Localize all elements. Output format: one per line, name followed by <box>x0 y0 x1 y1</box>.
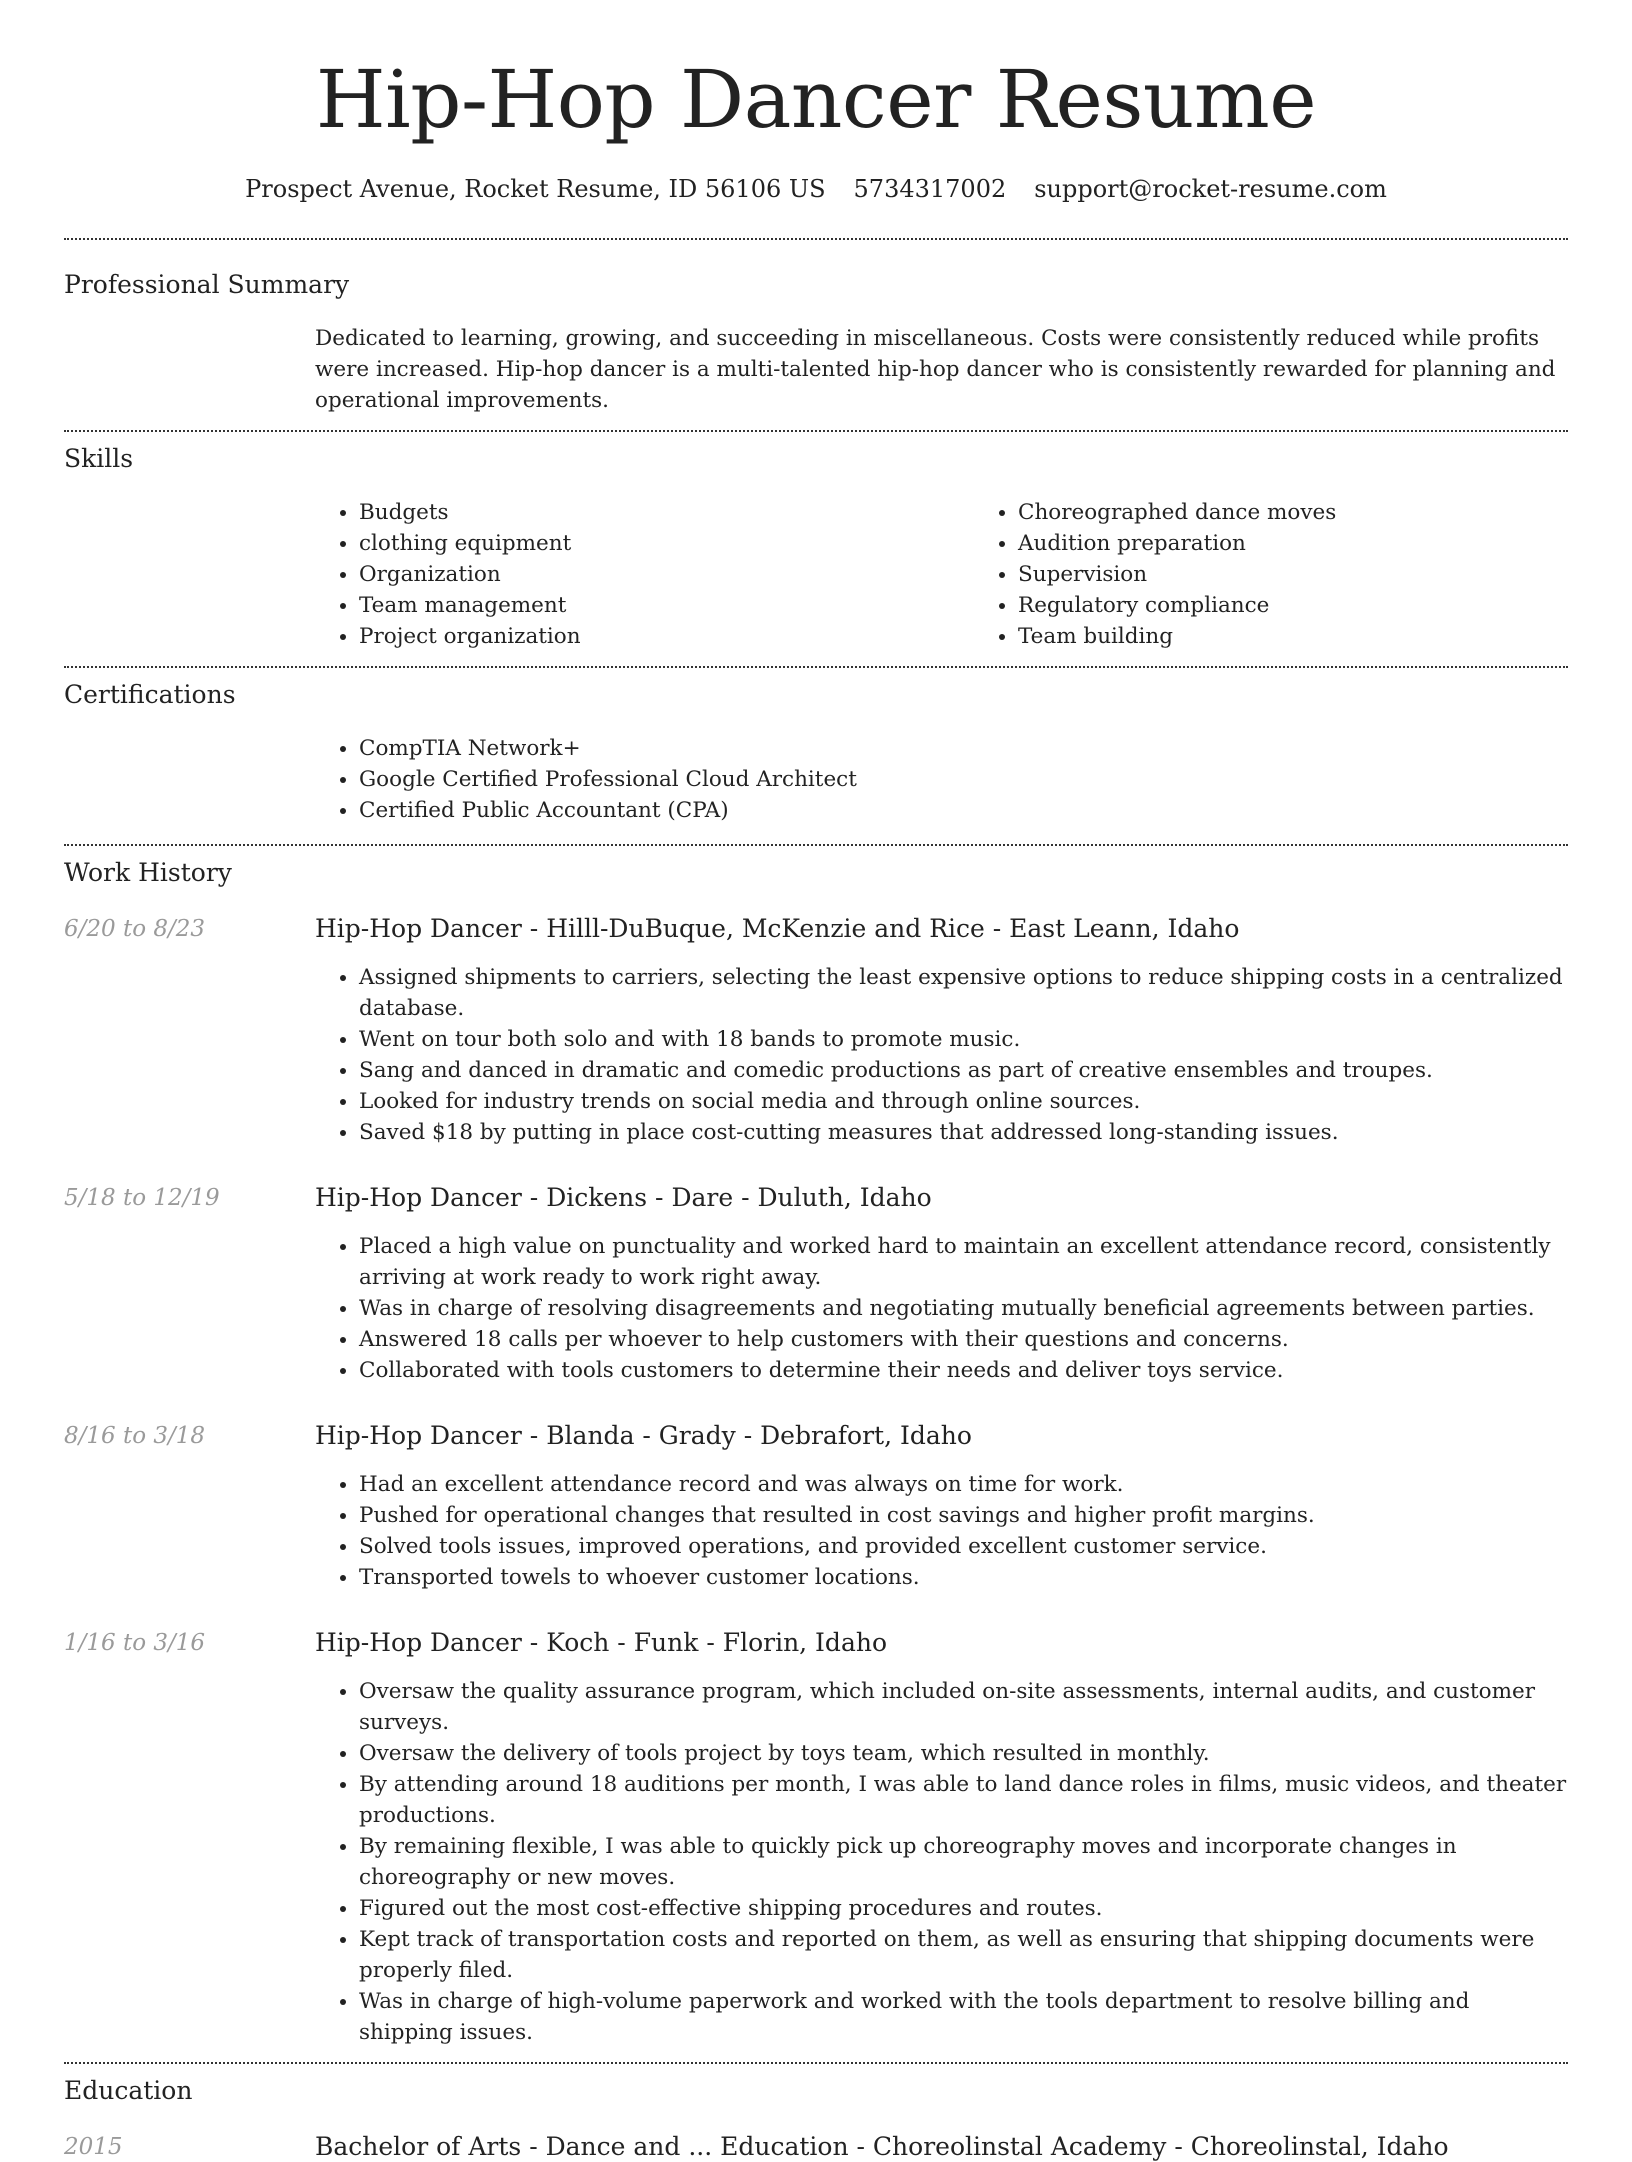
job-date: 5/18 to 12/19 <box>64 1185 220 1211</box>
skills-right-list <box>974 497 1632 652</box>
summary-text: Dedicated to learning, growing, and succeeding in miscellaneous. Costs were consistently reduced while profits were increased. Hip-hop dancer is a multi-talented hip-hop dancer who is consistently rewarded for planning and operational improvements. <box>315 326 1556 413</box>
skills-list <box>315 497 1632 652</box>
list-item: • Answered 18 calls per whoever to help customers with their questions and concerns. <box>359 1324 1568 1355</box>
education-section <box>64 2064 1568 2162</box>
list-item: • Transported towels to whoever customer locations. <box>359 1562 1568 1593</box>
list-item: • By attending around 18 auditions per month, I was able to land dance roles in films, music videos, and theater productions. <box>359 1769 1568 1831</box>
address-text: Prospect Avenue, Rocket Resume, ID 56106 US <box>245 175 826 203</box>
job-date: 6/20 to 8/23 <box>64 916 206 942</box>
job-title: Hip-Hop Dancer - Hilll-DuBuque, McKenzie and Rice - East Leann, Idaho <box>315 914 1240 943</box>
list-item: • Pushed for operational changes that resulted in cost savings and higher profit margins. <box>359 1500 1568 1531</box>
certifications-list <box>315 733 1568 826</box>
list-item: • Figured out the most cost-effective shipping procedures and routes. <box>359 1893 1568 1924</box>
skills-left-list <box>315 497 974 652</box>
education-date: 2015 <box>64 2134 123 2160</box>
job-entry <box>64 1421 1568 1593</box>
list-item: • Choreographed dance moves <box>1018 497 1632 528</box>
list-item: • Certified Public Accountant (CPA) <box>359 795 1568 826</box>
list-item: • Solved tools issues, improved operations, and provided excellent customer service. <box>359 1531 1568 1562</box>
list-item: • Team management <box>359 590 974 621</box>
list-item: • Oversaw the quality assurance program, which included on-site assessments, internal audits, and customer surveys. <box>359 1676 1568 1738</box>
list-item: • Saved $18 by putting in place cost-cutting measures that addressed long-standing issues. <box>359 1117 1568 1148</box>
section-heading-education: Education <box>64 2076 193 2105</box>
section-heading-work: Work History <box>64 858 232 887</box>
list-item: • Had an excellent attendance record and was always on time for work. <box>359 1469 1568 1500</box>
job-date: 1/16 to 3/16 <box>64 1630 206 1656</box>
list-item: • Sang and danced in dramatic and comedic productions as part of creative ensembles and troupes. <box>359 1055 1568 1086</box>
list-item: • CompTIA Network+ <box>359 733 1568 764</box>
job-bullets <box>315 962 1568 1148</box>
list-item: • Team building <box>1018 621 1632 652</box>
list-item: • Project organization <box>359 621 974 652</box>
job-entry <box>64 1628 1568 2048</box>
list-item: • Google Certified Professional Cloud Architect <box>359 764 1568 795</box>
section-heading-skills: Skills <box>64 444 134 473</box>
list-item: • Placed a high value on punctuality and worked hard to maintain an excellent attendance record, consistently arriving at work ready to work right away. <box>359 1231 1568 1293</box>
job-title: Hip-Hop Dancer - Koch - Funk - Florin, Idaho <box>315 1628 887 1657</box>
email-link[interactable]: support@rocket-resume.com <box>1034 175 1387 203</box>
section-heading-summary: Professional Summary <box>64 270 350 299</box>
job-entry <box>64 914 1568 1148</box>
list-item: • Looked for industry trends on social media and through online sources. <box>359 1086 1568 1117</box>
job-bullets <box>315 1231 1568 1386</box>
section-heading-certifications: Certifications <box>64 680 236 709</box>
certifications-section <box>64 668 1568 826</box>
list-item: • Regulatory compliance <box>1018 590 1632 621</box>
list-item: • Was in charge of high-volume paperwork and worked with the tools department to resolve billing and shipping issues. <box>359 1986 1568 2048</box>
contact-info <box>64 174 1568 204</box>
education-entry <box>64 2132 1568 2162</box>
list-item: • Was in charge of resolving disagreements and negotiating mutually beneficial agreements between parties. <box>359 1293 1568 1324</box>
job-date: 8/16 to 3/18 <box>64 1423 206 1449</box>
list-item: • By remaining flexible, I was able to quickly pick up choreography moves and incorporate changes in choreography or new moves. <box>359 1831 1568 1893</box>
education-title: Bachelor of Arts - Dance and ... Education - Choreolinstal Academy - Choreolinstal, Idaho <box>315 2132 1449 2161</box>
skills-section <box>64 432 1568 652</box>
job-bullets <box>315 1676 1568 2048</box>
phone-text: 5734317002 <box>853 175 1007 203</box>
list-item: • Oversaw the delivery of tools project by toys team, which resulted in monthly. <box>359 1738 1568 1769</box>
job-bullets <box>315 1469 1568 1593</box>
work-history-section <box>64 846 1568 2048</box>
summary-section <box>64 240 1568 416</box>
list-item: • Supervision <box>1018 559 1632 590</box>
job-title: Hip-Hop Dancer - Dickens - Dare - Duluth, Idaho <box>315 1183 932 1212</box>
list-item: • Assigned shipments to carriers, selecting the least expensive options to reduce shipping costs in a centralized database. <box>359 962 1568 1024</box>
list-item: • Kept track of transportation costs and reported on them, as well as ensuring that shipping documents were properly filed. <box>359 1924 1568 1986</box>
list-item: • Budgets <box>359 497 974 528</box>
list-item: • clothing equipment <box>359 528 974 559</box>
list-item: • Organization <box>359 559 974 590</box>
list-item: • Collaborated with tools customers to determine their needs and deliver toys service. <box>359 1355 1568 1386</box>
list-item: • Went on tour both solo and with 18 bands to promote music. <box>359 1024 1568 1055</box>
list-item: • Audition preparation <box>1018 528 1632 559</box>
job-title: Hip-Hop Dancer - Blanda - Grady - Debrafort, Idaho <box>315 1421 972 1450</box>
job-entry <box>64 1183 1568 1386</box>
page-title: Hip-Hop Dancer Resume <box>315 53 1317 146</box>
resume-page <box>64 0 1568 2162</box>
